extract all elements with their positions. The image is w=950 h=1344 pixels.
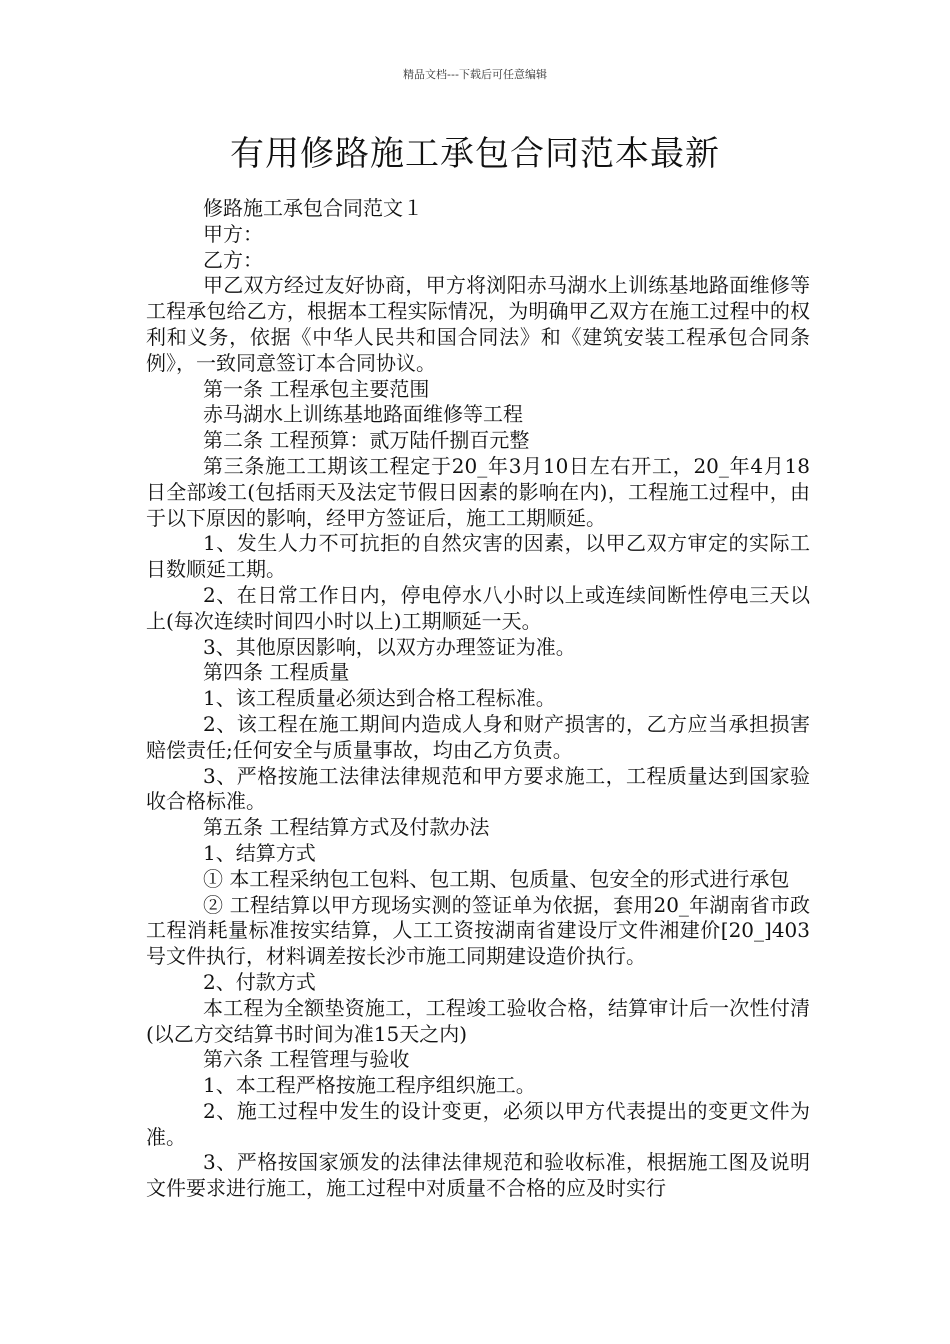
paragraph: 赤马湖水上训练基地路面维修等工程 [203, 402, 523, 427]
paragraph: 修路施工承包合同范文１ [203, 196, 423, 220]
page-header: 精品文档---下载后可任意编辑 [403, 68, 547, 81]
paragraph: ② 工程结算以甲方现场实测的签证单为依据，套用20_年湖南省市政工程消耗量标准按实结算，人工工资按湖南省建设厅文件湘建价[20_]403号文件执行，材料调差按长沙市施工同期建设造价执行。 [146, 892, 810, 969]
paragraph: 甲乙双方经过友好协商，甲方将浏阳赤马湖水上训练基地路面维修等工程承包给乙方，根据本工程实际情况，为明确甲乙双方在施工过程中的权利和义务，依据《中华人民共和国合同法》和《建筑安装工程承包合同条例》，一致同意签订本合同协议。 [146, 273, 810, 375]
section-heading: 第一条 工程承包主要范围 [203, 376, 430, 401]
section-heading: 第六条 工程管理与验收 [203, 1047, 410, 1072]
document-body [146, 196, 810, 1202]
paragraph: 2、该工程在施工期间内造成人身和财产损害的，乙方应当承担损害赔偿责任;任何安全与质量事故，均由乙方负责。 [146, 711, 810, 762]
section-heading: 第五条 工程结算方式及付款办法 [203, 815, 490, 840]
paragraph: 第三条施工工期该工程定于20_年3月10日左右开工，20_年4月18日全部竣工(包括雨天及法定节假日因素的影响在内)，工程施工过程中，由于以下原因的影响，经甲方签证后，施工工期顺延。 [146, 453, 810, 530]
paragraph: 1、本工程严格按施工程序组织施工。 [203, 1073, 536, 1098]
paragraph: 本工程为全额垫资施工，工程竣工验收合格，结算审计后一次性付清(以乙方交结算书时间为准15天之内) [146, 995, 810, 1046]
paragraph: ① 本工程采纳包工包料、包工期、包质量、包安全的形式进行承包 [203, 866, 790, 891]
paragraph: 1、发生人力不可抗拒的自然灾害的因素，以甲乙双方审定的实际工日数顺延工期。 [146, 531, 810, 582]
paragraph: 1、该工程质量必须达到合格工程标准。 [203, 686, 556, 711]
paragraph: 甲方： [203, 221, 263, 246]
paragraph: 2、在日常工作日内，停电停水八小时以上或连续间断性停电三天以上(每次连续时间四小时以上)工期顺延一天。 [146, 582, 810, 633]
paragraph: 3、严格按国家颁发的法律法律规范和验收标准，根据施工图及说明文件要求进行施工，施工过程中对质量不合格的应及时实行 [146, 1150, 810, 1201]
document-title: 有用修路施工承包合同范本最新 [230, 134, 720, 174]
paragraph: 2、付款方式 [203, 969, 316, 994]
paragraph: 2、施工过程中发生的设计变更，必须以甲方代表提出的变更文件为准。 [146, 1098, 810, 1149]
paragraph: 3、严格按施工法律法律规范和甲方要求施工，工程质量达到国家验收合格标准。 [146, 763, 810, 814]
paragraph: 3、其他原因影响，以双方办理签证为准。 [203, 634, 576, 659]
paragraph: 乙方： [203, 247, 263, 272]
section-heading: 第二条 工程预算：贰万陆仟捌百元整 [203, 428, 530, 453]
paragraph: 1、结算方式 [203, 840, 316, 865]
section-heading: 第四条 工程质量 [203, 660, 350, 685]
